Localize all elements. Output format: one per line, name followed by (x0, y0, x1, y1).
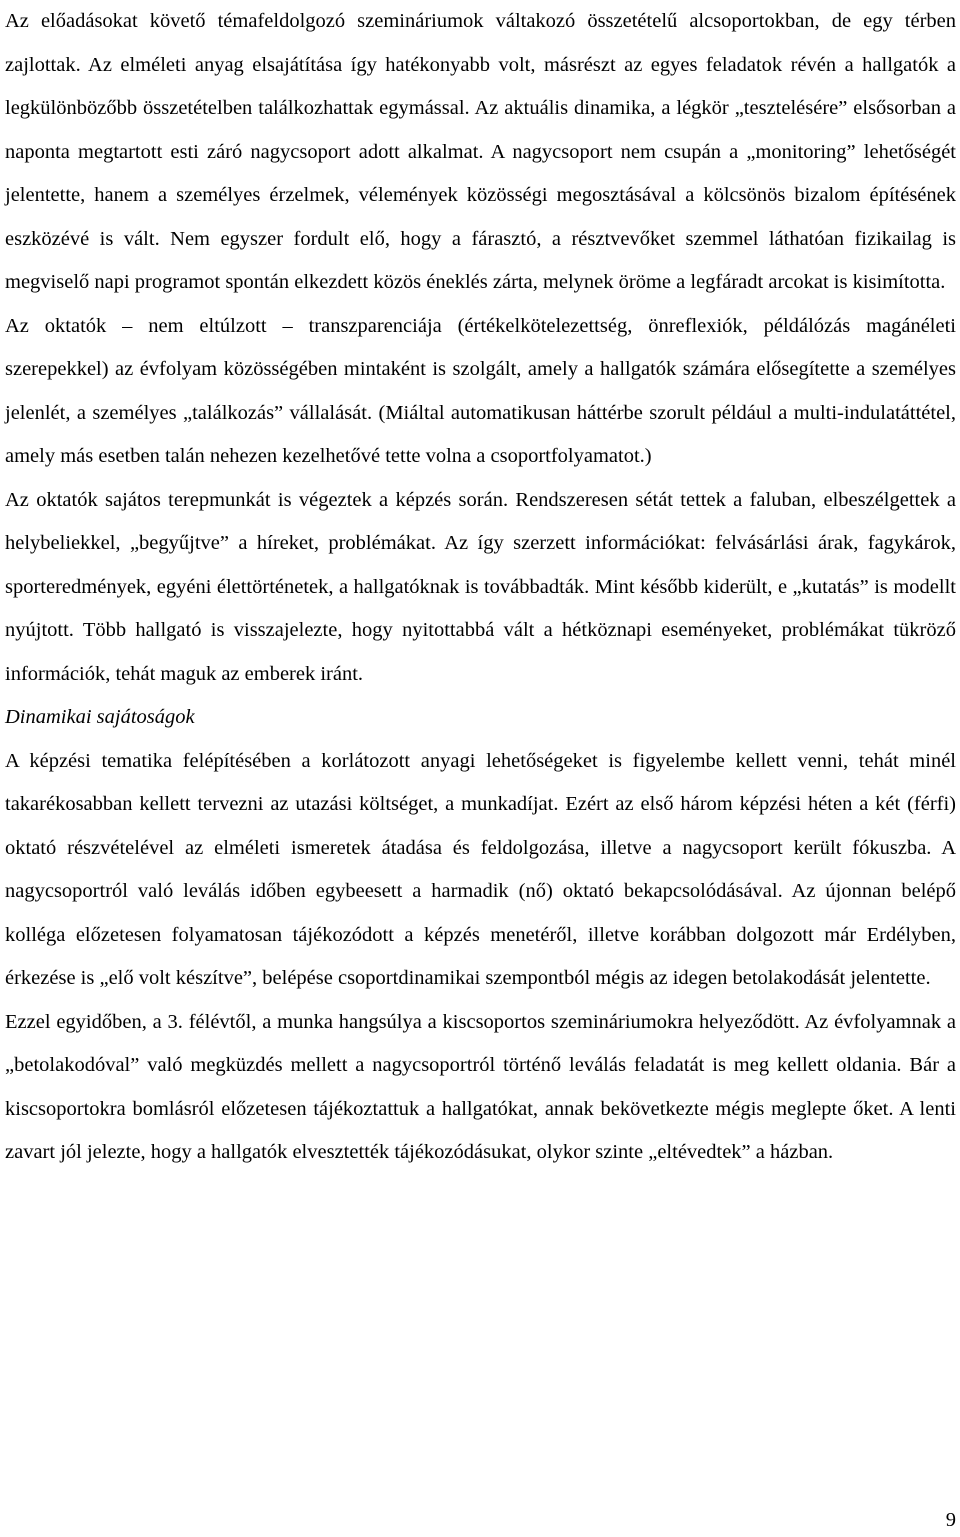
paragraph-5: Ezzel egyidőben, a 3. félévtől, a munka hangsúlya a kiscsoportos szemináriumokra helyeződött. Az évfolyamnak a „betolakodóval” való megküzdés mellett a nagycsoportról történő leválás feladatát is meg kellett oldania. Bár a kiscsoportokra bomlásról előzetesen tájékoztattuk a hallgatókat, annak bekövetkezte mégis meglepte őket. A lenti zavart jól jelezte, hogy a hallgatók elvesztették tájékozódásukat, olykor szinte „eltévedtek” a házban. (5, 1010, 956, 1163)
paragraph-3: Az oktatók sajátos terepmunkát is végeztek a képzés során. Rendszeresen sétát tettek a faluban, elbeszélgettek a helybeliekkel, „begyűjtve” a híreket, problémákat. Az így szerzett információkat: felvásárlási árak, fagykárok, sporteredmények, egyéni élettörténetek, a hallgatóknak is továbbadták. Mint később kiderült, e „kutatás” is modellt nyújtott. Több hallgató is visszajelezte, hogy nyitottabbá vált a hétköznapi eseményeket, problémákat tükröző információk, tehát maguk az emberek iránt. (5, 488, 956, 685)
page-number: 9 (945, 1509, 956, 1531)
document-body (5, 0, 956, 1175)
paragraph-1: Az előadásokat követő témafeldolgozó szemináriumok váltakozó összetételű alcsoportokban, de egy térben zajlottak. Az elméleti anyag elsajátítása így hatékonyabb volt, másrészt az egyes feladatok révén a hallgatók a legkülönbözőbb összetételben találkozhattak egymással. Az aktuális dinamika, a légkör „tesztelésére” elsősorban a naponta megtartott esti záró nagycsoport adott alkalmat. A nagycsoport nem csupán a „monitoring” lehetőségét jelentette, hanem a személyes érzelmek, vélemények közösségi megosztásával a kölcsönös bizalom építésének eszközévé is vált. Nem egyszer fordult elő, hogy a fárasztó, a résztvevőket szemmel láthatóan fizikailag is megviselő napi programot spontán elkezdett közös éneklés zárta, melynek öröme a legfáradt arcokat is kisimította. (5, 10, 956, 293)
paragraph-4: A képzési tematika felépítésében a korlátozott anyagi lehetőségeket is figyelembe kellett venni, tehát minél takarékosabban kellett tervezni az utazási költséget, a munkadíjat. Ezért az első három képzési héten a két (férfi) oktató részvételével az elméleti ismeretek átadása és feldolgozása, illetve a nagycsoport került fókuszba. A nagycsoportról való leválás időben egybeesett a harmadik (nő) oktató bekapcsolódásával. Az újonnan belépő kolléga előzetesen folyamatosan tájékozódott a képzés menetéről, illetve korábban dolgozott már Erdélyben, érkezése is „elő volt készítve”, belépése csoportdinamikai szempontból mégis az idegen betolakodását jelentette. (5, 749, 956, 989)
paragraph-2: Az oktatók – nem eltúlzott – transzparenciája (értékelkötelezettség, önreflexiók, példálózás magánéleti szerepekkel) az évfolyam közösségében mintaként is szolgált, amely a hallgatók számára elősegítette a személyes jelenlét, a személyes „találkozás” vállalását. (Miáltal automatikusan háttérbe szorult például a multi-indulatáttétel, amely más esetben talán nehezen kezelhetővé tette volna a csoportfolyamatot.) (5, 314, 956, 467)
section-heading: Dinamikai sajátoságok (5, 706, 195, 728)
